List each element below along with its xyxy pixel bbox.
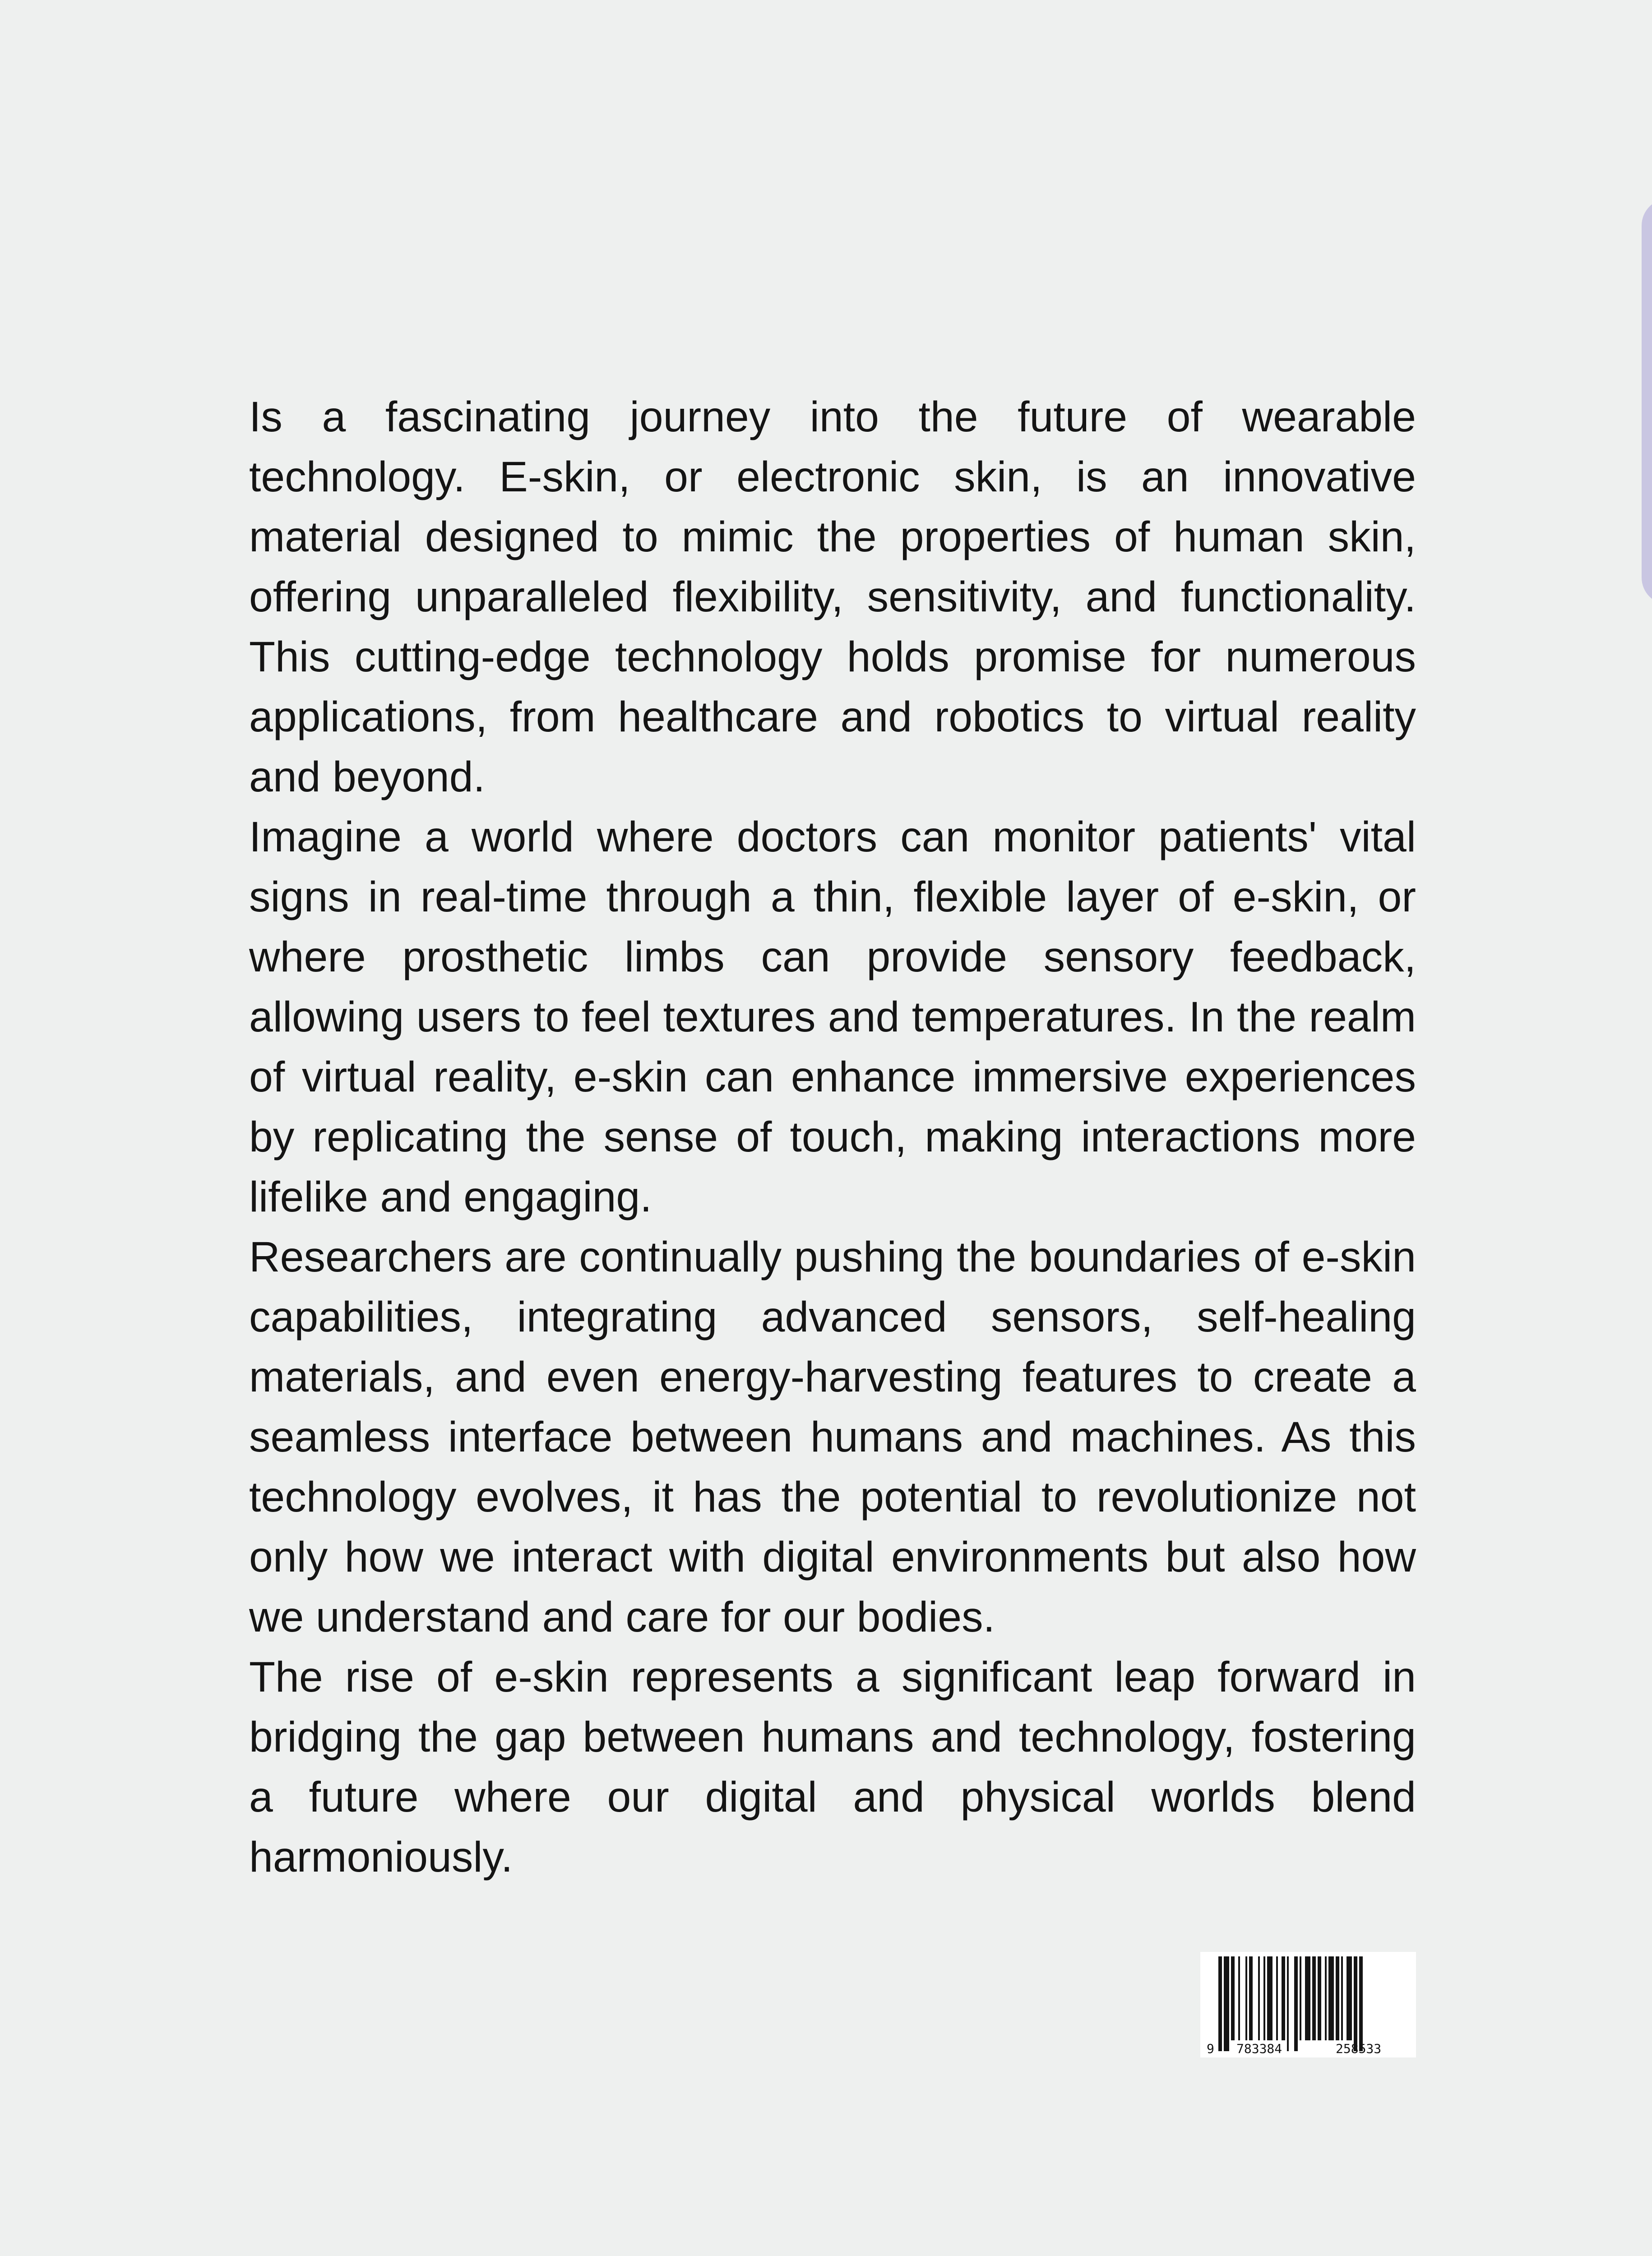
barcode-bar <box>1287 1956 1289 2051</box>
barcode-bar <box>1263 1956 1265 2040</box>
barcode-bar <box>1249 1956 1253 2040</box>
barcode-bar <box>1300 1956 1301 2040</box>
barcode-bar <box>1347 1956 1352 2040</box>
barcode-bar <box>1294 1956 1298 2051</box>
barcode-bar <box>1312 1956 1316 2040</box>
barcode-bar <box>1305 1956 1310 2040</box>
barcode-lead-digit: 9 <box>1207 2041 1214 2056</box>
barcode-right-digits: 258533 <box>1336 2041 1382 2056</box>
barcode-bar <box>1276 1956 1278 2040</box>
blurb-text <box>249 387 1416 1887</box>
paragraph-2: Imagine a world where doctors can monitor patients' vital signs in real-time through a thin, flexible layer of e-skin, or where prosthetic limbs can provide sensory feedback, allowing users to feel textures and temperatures. In the realm of virtual reality, e-skin can enhance immersive experiences by replicating the sense of touch, making interactions more lifelike and engaging. <box>249 813 1416 1221</box>
barcode-left-digits: 783384 <box>1236 2041 1282 2056</box>
barcode-bar <box>1336 1956 1339 2040</box>
edge-accent <box>1642 199 1652 605</box>
barcode-bar <box>1354 1956 1357 2051</box>
paragraph-1: Is a fascinating journey into the future of wearable technology. E-skin, or electronic skin, is an innovative material designed to mimic the properties of human skin, offering unparalleled flexibility, sensitivity, and functionality. This cutting-edge technology holds promise for numerous applications, from healthcare and robotics to virtual reality and beyond. <box>249 393 1416 801</box>
barcode-bar <box>1258 1956 1260 2040</box>
barcode-bar <box>1328 1956 1334 2040</box>
barcode-bar <box>1325 1956 1327 2040</box>
barcode-graphic <box>1200 1952 1416 2057</box>
barcode-bar <box>1267 1956 1273 2040</box>
paragraph-4: The rise of e-skin represents a significant leap forward in bridging the gap between humans and technology, fostering a future where our digital and physical worlds blend harmoniously. <box>249 1653 1416 1881</box>
barcode-bar <box>1318 1956 1321 2040</box>
paragraph-3: Researchers are continually pushing the boundaries of e-skin capabilities, integrating advanced sensors, self-healing materials, and even energy-harvesting features to create a seamless interface between humans and machines. As this technology evolves, it has the potential to revolutionize not only how we interact with digital environments but also how we understand and care for our bodies. <box>249 1233 1416 1641</box>
barcode-bar <box>1282 1956 1285 2040</box>
barcode-bar <box>1224 1956 1229 2051</box>
barcode-bar <box>1245 1956 1247 2040</box>
barcode-bar <box>1238 1956 1240 2040</box>
isbn-barcode <box>1200 1952 1416 2057</box>
barcode-bars <box>1218 1956 1363 2051</box>
barcode-bar <box>1231 1956 1235 2040</box>
barcode-bar <box>1359 1956 1363 2051</box>
barcode-bar <box>1341 1956 1343 2040</box>
barcode-bar <box>1218 1956 1222 2051</box>
